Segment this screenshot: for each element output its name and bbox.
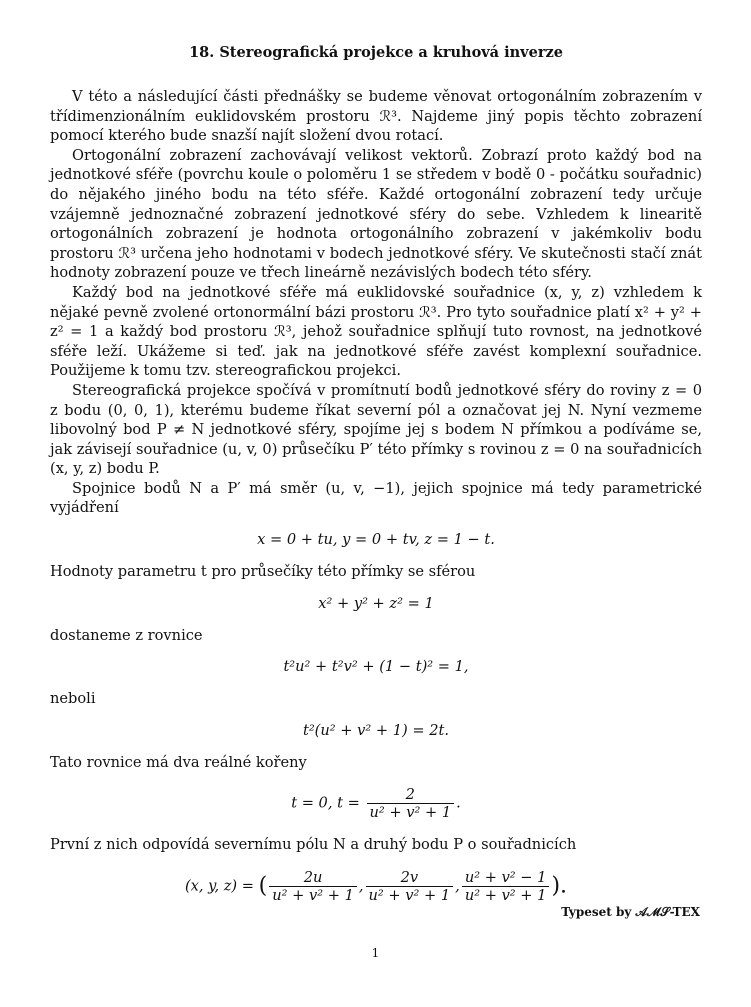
- paragraph-intro: V této a následující části přednášky se budeme věnovat ortogonálním zobrazením v třídimenzionálním euklidovském prostoru ℛ³. Najdeme jiný popis těchto zobrazení pomocí kterého bude snazší najít složení dvou rotací.: [50, 88, 702, 145]
- equation-roots: [50, 786, 702, 821]
- coords-lhs: (x, y, z) =: [184, 877, 254, 895]
- section-title: 18. Stereografická projekce a kruhová inverze: [189, 44, 563, 61]
- fraction-z: [462, 869, 550, 904]
- coords-open-paren: (: [258, 873, 268, 899]
- fraction-z-denominator: u² + v² + 1: [464, 887, 547, 905]
- page-number: 1: [371, 946, 380, 960]
- fraction-y: [366, 869, 454, 904]
- coords-close-paren: ).: [551, 873, 568, 899]
- paragraph-parameter: Hodnoty parametru t pro průsečíky této přímky se sférou: [50, 563, 476, 581]
- paragraph-line: Spojnice bodů N a P′ má směr (u, v, −1), jejich spojnice má tedy parametrické vyjádření: [50, 479, 702, 517]
- fraction-x-numerator: 2u: [269, 869, 357, 887]
- fraction-z-numerator: u² + v² − 1: [462, 869, 550, 887]
- equation-coordinates: [50, 869, 702, 904]
- coords-sep-1: ,: [358, 877, 364, 895]
- equation-substituted: t²u² + t²v² + (1 − t)² = 1,: [283, 658, 469, 676]
- paragraph-orthogonal: Ortogonální zobrazení zachovávají velikost vektorů. Zobrazí proto každý bod na jednotkové sféře (povrchu koule o poloměru 1 se středem v bodě 0 - počátku souřadnic) do nějakého jiného bodu na této sféře. Každé ortogonální zobrazení tedy určuje vzájemně jednoznačné zobrazení jednotkové sféry do sebe. Vzhledem k linearitě ortogonálních zobrazení je hodnota ortogonálního zobrazení v jakémkoliv bodu prostoru ℛ³ určena jeho hodnotami v bodech jednotkové sféry. Ve skutečnosti stačí znát hodnoty zobrazení pouze ve třech lineárně nezávislých bodech této sféry.: [50, 146, 702, 282]
- roots-lhs: t = 0, t =: [291, 794, 360, 812]
- equation-parametric: x = 0 + tu, y = 0 + tv, z = 1 − t.: [257, 531, 495, 549]
- paragraph-coordinates: Každý bod na jednotkové sféře má euklidovské souřadnice (x, y, z) vzhledem k nějaké pevně zvolené ortonormální bázi prostoru ℛ³. Pro tyto souřadnice platí x² + y² + z² = 1 a každý bod prostoru ℛ³, jehož souřadnice splňují tuto rovnost, na jednotkové sféře leží. Ukážeme si teď. jak na jednotkové sféře zavést komplexní souřadnice. Použijeme k tomu tzv. stereografickou projekci.: [50, 283, 702, 380]
- coords-sep-2: ,: [455, 877, 460, 895]
- equation-simplified: t²(u² + v² + 1) = 2t.: [302, 721, 450, 739]
- equation-sphere: x² + y² + z² = 1: [318, 594, 434, 612]
- roots-end: .: [456, 794, 461, 812]
- fraction-y-numerator: 2v: [366, 869, 454, 887]
- fraction-x: [269, 869, 357, 904]
- fraction-x-denominator: u² + v² + 1: [272, 887, 354, 905]
- paragraph-from-equation: dostaneme z rovnice: [50, 626, 203, 644]
- paragraph-projection: Stereografická projekce spočívá v promítnutí bodů jednotkové sféry do roviny z = 0 z bodu (0, 0, 1), kterému budeme říkat severní pól a označovat jej N. Nyní vezmeme libovolný bod P ≠ N jednotkové sféry, spojíme jej s bodem N přímkou a podíváme se, jak závisejí souřadnice (u, v, 0) průsečíku P′ této přímky s rovinou z = 0 na souřadnicích (x, y, z) bodu P.: [50, 381, 702, 478]
- fraction-y-denominator: u² + v² + 1: [368, 887, 451, 905]
- paragraph-or: neboli: [50, 690, 96, 708]
- paragraph-roots: Tato rovnice má dva reálné kořeny: [50, 753, 307, 771]
- document-page: [50, 44, 702, 918]
- fraction-root: [367, 786, 455, 821]
- fraction-root-denominator: u² + v² + 1: [369, 804, 452, 822]
- paragraph-first-root: První z nich odpovídá severnímu pólu N a druhý bodu P o souřadnicích: [50, 836, 577, 854]
- typeset-footer: Typeset by 𝒜ℳ𝒮-TEX: [561, 905, 700, 919]
- fraction-root-numerator: 2: [367, 786, 455, 804]
